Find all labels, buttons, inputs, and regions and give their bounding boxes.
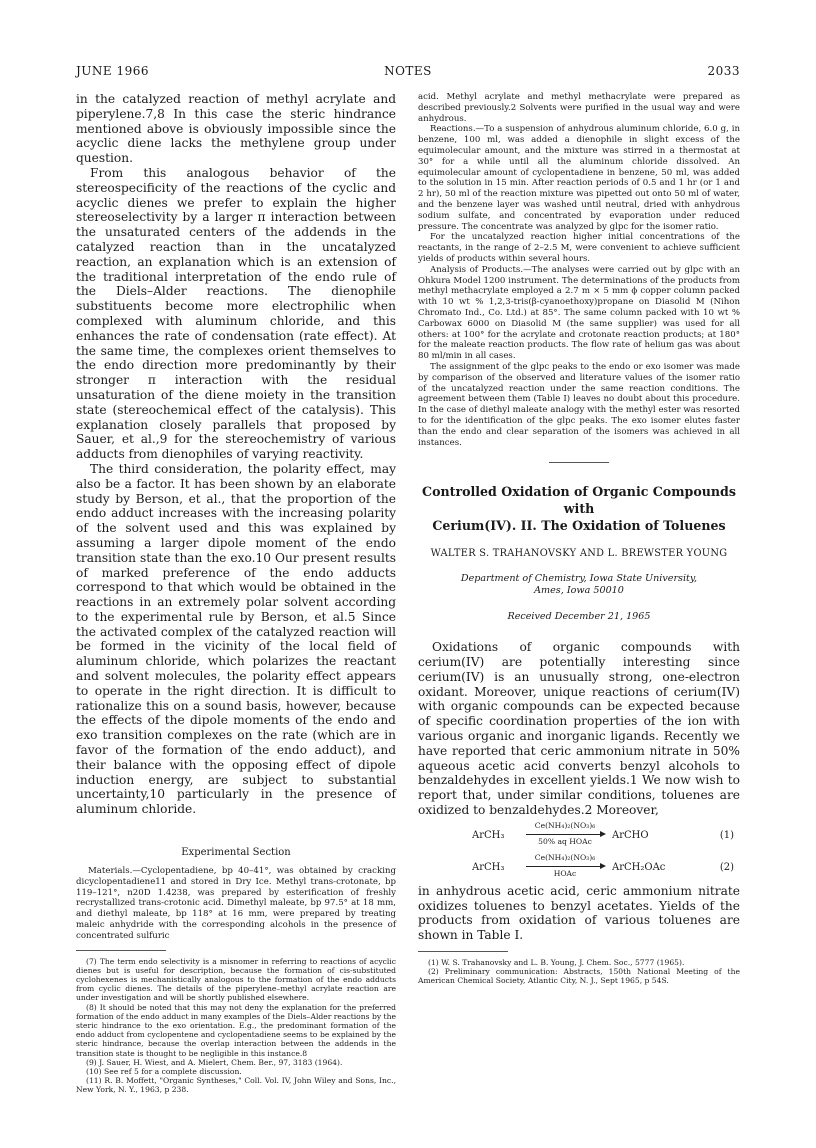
section-heading: Experimental Section (181, 847, 291, 859)
equation-product: ArCH₂OAc (612, 861, 666, 873)
article-authors: WALTER S. TRAHANOVSKY AND L. BREWSTER YOUNG (430, 548, 728, 560)
experimental-paragraph: For the uncatalyzed reaction higher initial concentrations of the reactants, in the range of 2–2.5 M, were convenient to achieve sufficient yields of products within several hours. (418, 232, 740, 264)
article-paragraph: Oxidations of organic compounds with cerium(IV) are potentially interesting since cerium(IV) is an unusually strong, one-electron oxidant. Moreover, unique reactions of cerium(IV) with organic compounds can be expected because of specific coordination properties of the ion with various organic and inorganic ligands. Recently we have reported that ceric ammonium nitrate in 50% aqueous acetic acid converts benzyl alcohols to benzaldehydes in excellent yields.1 We now wish to report that, under similar conditions, toluenes are oxidized to benzaldehydes.2 Moreover, (418, 640, 740, 818)
footnote: (10) See ref 5 for a complete discussion. (86, 1067, 242, 1077)
equation-number: (2) (719, 861, 734, 873)
equation-reagent: Ce(NH₄)₂(NO₃)₆ (534, 852, 596, 862)
article-separator (549, 462, 609, 463)
experimental-paragraph: Reactions.—To a suspension of anhydrous aluminum chloride, 6.0 g, in benzene, 100 ml, was added a dienophile in slight excess of the equimolecular amount, and the mixture was stirred in a thermostat at 30° for a while until all the aluminum chloride dissolved. An equimolecular amount of cyclopentadiene in benzene, 50 ml, was added to the solution in 15 min. After reaction periods of 0.5 and 1 hr (or 1 and 2 hr), 50 ml of the reaction mixture was pipetted out onto 50 ml of water, and the benzene layer was washed until neutral, dried with anhydrous sodium sulfate, and concentrated by evaporation under reduced pressure. The concentrate was analyzed by glpc for the isomer ratio. (418, 124, 740, 232)
footnote: (7) The term endo selectivity is a misnomer in referring to reactions of acyclic dienes but is useful for description, because the formation of cis-substituted cyclohexenes is mechanistically analogous to the formation of the endo adducts from cyclic dienes. The details of the piperylene–methyl acrylate reaction are under investigation and will be shortly published elsewhere. (76, 956, 396, 1003)
equation-reactant: ArCH₃ (472, 829, 505, 841)
received-date: Received December 21, 1965 (507, 611, 651, 623)
equation-conditions: HOAc (553, 868, 577, 878)
body-paragraph: in the catalyzed reaction of methyl acrylate and piperylene.7,8 In this case the steric hindrance mentioned above is obviously impossible since the acyclic diene lacks the methylene group under question. (76, 92, 396, 166)
experimental-paragraph: The assignment of the glpc peaks to the endo or exo isomer was made by comparison of the observed and literature values of the isomer ratio of the uncatalyzed reaction under the same reaction conditions. The agreement between them (Table I) leaves no doubt about this procedure. In the case of diethyl maleate analogy with the methyl ester was resorted to for the identification of the glpc peaks. The exo isomer elutes faster than the endo and clear separation of the isomers was achieved in all instances. (418, 361, 740, 448)
reaction-arrow-icon (526, 866, 604, 867)
equation-1 (418, 820, 740, 850)
footnote: (8) It should be noted that this may not deny the explanation for the preferred formation of the endo adduct in many examples of the Diels–Alder reactions by the steric hindrance to the exo orientation. E.g., the predominant formation of the endo adduct from cyclopentene and cyclopentadiene seems to be explained by the steric hindrance, because the overlap interaction between the addends in the transition state is thought to be negligible in this instance.8 (76, 1002, 396, 1058)
header-date: JUNE 1966 (76, 64, 150, 78)
footnote-rule (76, 950, 166, 951)
article-title-line: Cerium(IV). II. The Oxidation of Toluenes (432, 518, 726, 534)
materials-paragraph: Materials.—Cyclopentadiene, bp 40–41°, was obtained by cracking dicyclopentadiene11 and stored in Dry Ice. Methyl trans-crotonate, bp 119–121°, n20D 1.4238, was prepared by esterification of freshly recrystallized trans-crotonic acid. Dimethyl maleate, bp 97.5° at 18 mm, and diethyl maleate, bp 118° at 16 mm, were prepared by treating maleic anhydride with the corresponding alcohols in the presence of concentrated sulfuric (76, 866, 396, 941)
article-title-line: Controlled Oxidation of Organic Compounds with (422, 484, 736, 517)
body-paragraph: From this analogous behavior of the stereospecificity of the reactions of the cyclic and acyclic dienes we prefer to explain the higher stereoselectivity by a larger π interaction between the unsaturated centers of the addends in the catalyzed reaction than in the uncatalyzed reaction, an explanation which is an extension of the traditional interpretation of the endo rule of the Diels–Alder reactions. The dienophile substituents become more electrophilic when complexed with aluminum chloride, and this enhances the rate of condensation (rate effect). At the same time, the complexes orient themselves to the endo direction more predominantly by their stronger π interaction with the residual unsaturation of the diene moiety in the transition state (stereochemical effect of the catalysis). This explanation closely parallels that proposed by Sauer, et al.,9 for the stereochemistry of various adducts from dienophiles of varying reactivity. (76, 165, 396, 462)
footnote: (1) W. S. Trahanovsky and L. B. Young, J. Chem. Soc., 5777 (1965). (428, 958, 685, 968)
article-title (418, 483, 740, 534)
header-section: NOTES (384, 64, 432, 78)
experimental-paragraph: Analysis of Products.—The analyses were carried out by glpc with an Ohkura Model 1200 instrument. The determinations of the products from methyl methacrylate employed a 2.7 m × 5 mm ϕ copper column packed with 10 wt % 1,2,3-tris(β-cyanoethoxy)propane on Diasolid M (Nihon Chromato Ind., Co. Ltd.) at 85°. The same column packed with 10 wt % Carbowax 6000 on Diasolid M (the same supplier) was used for all others: at 100° for the acrylate and crotonate reaction products; at 180° for the maleate reaction products. The flow rate of helium gas was about 80 ml/min in all cases. (418, 264, 740, 362)
right-column (418, 92, 740, 986)
footnote-rule (418, 951, 508, 952)
body-paragraph: The third consideration, the polarity effect, may also be a factor. It has been shown by an elaborate study by Berson, et al., that the proportion of the endo adduct increases with the increasing polarity of the solvent used and this was explained by assuming a larger dipole moment of the endo transition state than the exo.10 Our present results of marked preference of the endo adducts correspond to that which would be obtained in the reactions in an extremely polar solvent according to the experimental rule by Berson, et al.5 Since the activated complex of the catalyzed reaction will be formed in the vicinity of the local field of aluminum chloride, which polarizes the reactant and solvent molecules, the polarity effect appears to operate in the right direction. It is difficult to rationalize this on a sound basis, however, because the effects of the dipole moments of the endo and exo transition complexes on the rate (which are in favor of the formation of the endo adduct), and their balance with the opposing effect of dipole induction energy, are subject to substantial uncertainty,10 particularly in the presence of aluminum chloride. (76, 461, 396, 817)
equation-conditions: 50% aq HOAc (538, 836, 592, 846)
experimental-paragraph: acid. Methyl acrylate and methyl methacrylate were prepared as described previously.2 Solvents were purified in the usual way and were anhydrous. (418, 92, 740, 124)
equation-2 (418, 852, 740, 882)
equation-reagent: Ce(NH₄)₂(NO₃)₆ (534, 820, 596, 830)
equation-number: (1) (719, 829, 734, 841)
affiliation-line: Ames, Iowa 50010 (534, 585, 624, 597)
footnote: (11) R. B. Moffett, "Organic Syntheses," Coll. Vol. IV, John Wiley and Sons, Inc., New York, N. Y., 1963, p 238. (76, 1076, 396, 1095)
article-affiliation (418, 573, 740, 597)
footnote: (9) J. Sauer, H. Wiest, and A. Mielert, Chem. Ber., 97, 3183 (1964). (86, 1057, 343, 1067)
equation-reactant: ArCH₃ (472, 861, 505, 873)
page-number: 2033 (707, 64, 740, 78)
equation-product: ArCHO (612, 829, 649, 841)
affiliation-line: Department of Chemistry, Iowa State University, (460, 573, 698, 585)
footnote: (2) Preliminary communication: Abstracts, 150th National Meeting of the American Chemical Society, Atlantic City, N. J., Sept 1965, p 54S. (418, 967, 740, 986)
running-header (76, 64, 740, 80)
reaction-arrow-icon (526, 834, 604, 835)
article-paragraph: in anhydrous acetic acid, ceric ammonium nitrate oxidizes toluenes to benzyl acetates. Yields of the products from oxidation of various toluenes are shown in Table I. (418, 883, 740, 943)
left-column (76, 92, 396, 1095)
